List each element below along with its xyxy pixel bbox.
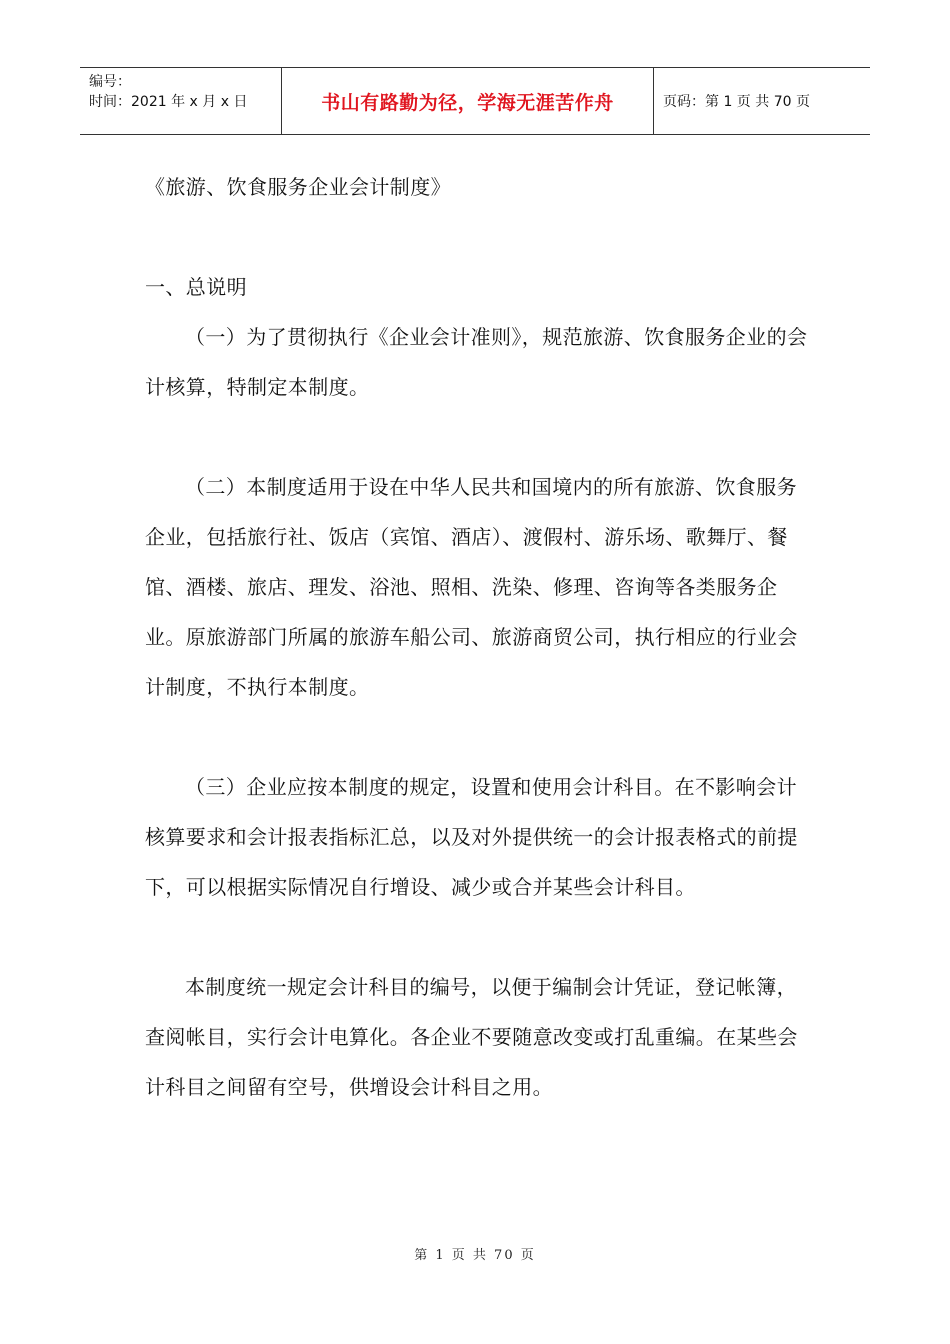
header-motto: 书山有路勤为径，学海无涯苦作舟 [282,68,654,134]
document-number-label: 编号： [89,74,131,90]
header-meta-cell [80,68,282,134]
document-title: 《旅游、饮食服务企业会计制度》 [145,175,451,199]
section-heading: 一、总说明 [145,275,247,299]
document-body [145,162,813,1112]
spacer [145,912,813,962]
header-page-count: 页码：第 1 页 共 70 页 [663,94,810,110]
spacer [145,212,813,262]
page-header [80,67,870,135]
paragraph-1: （一）为了贯彻执行《企业会计准则》，规范旅游、饮食服务企业的会计核算，特制定本制度。 [145,325,808,399]
paragraph-2: （二）本制度适用于设在中华人民共和国境内的所有旅游、饮食服务企业，包括旅行社、饭店（宾馆、酒店）、渡假村、游乐场、歌舞厅、餐馆、酒楼、旅店、理发、浴池、照相、洗染、修理、咨询等各类服务企业。原旅游部门所属的旅游车船公司、旅游商贸公司，执行相应的行业会计制度，不执行本制度。 [145,475,798,699]
page-footer: 第 1 页 共 70 页 [414,1248,536,1263]
document-date: 时间：2021 年 x 月 x 日 [89,94,248,110]
spacer [145,712,813,762]
spacer [145,412,813,462]
paragraph-3: （三）企业应按本制度的规定，设置和使用会计科目。在不影响会计核算要求和会计报表指标汇总，以及对外提供统一的会计报表格式的前提下，可以根据实际情况自行增设、减少或合并某些会计科目。 [145,775,798,899]
paragraph-4: 本制度统一规定会计科目的编号，以便于编制会计凭证，登记帐簿，查阅帐目，实行会计电算化。各企业不要随意改变或打乱重编。在某些会计科目之间留有空号，供增设会计科目之用。 [145,975,798,1099]
